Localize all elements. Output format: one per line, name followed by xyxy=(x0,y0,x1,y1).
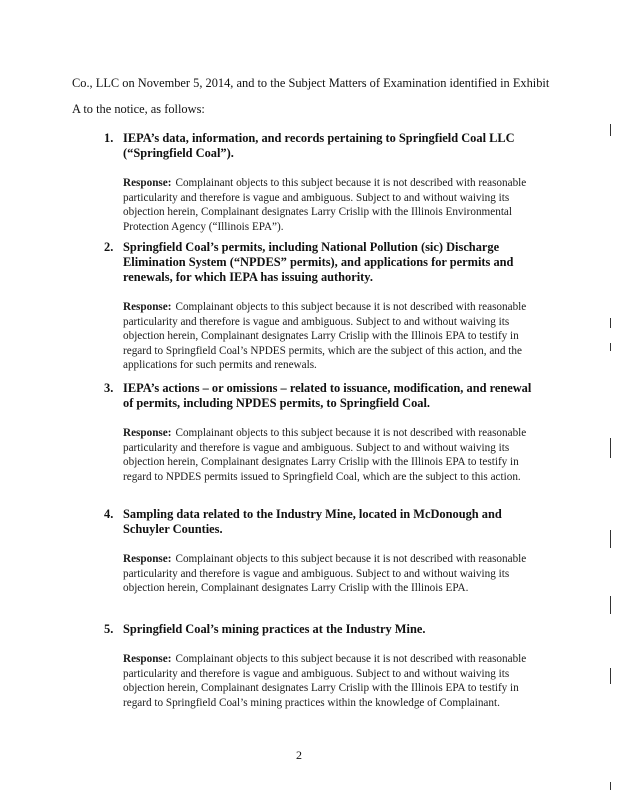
exhibit-item-2 xyxy=(104,240,532,373)
item-response xyxy=(123,300,532,373)
item-title: Springfield Coal’s permits, including National Pollution (sic) Discharge Elimination System (“NPDES” permits), and applications for permits and renewals, for which IEPA has issuing authority. xyxy=(123,240,514,284)
margin-mark xyxy=(610,668,611,684)
margin-mark xyxy=(610,343,611,351)
margin-mark xyxy=(610,438,611,458)
margin-mark xyxy=(610,530,611,548)
item-number: 2. xyxy=(104,240,114,254)
item-number: 5. xyxy=(104,622,114,636)
margin-mark xyxy=(610,782,611,790)
margin-mark xyxy=(610,124,611,136)
exhibit-item-4 xyxy=(104,507,532,596)
response-text: Complainant objects to this subject because it is not described with reasonable particularity and therefore is vague and ambiguous. Subject to and without waiving its objection herein, Complainant designates Larry Crislip with the Illinois EPA. xyxy=(123,553,527,595)
response-label: Response: xyxy=(123,301,172,313)
page-number: 2 xyxy=(296,748,302,762)
response-label: Response: xyxy=(123,177,172,189)
item-response xyxy=(123,426,532,484)
response-text: Complainant objects to this subject because it is not described with reasonable particularity and therefore is vague and ambiguous. Subject to and without waiving its objection herein, Complainant designates Larry Crislip with the Illinois Environmental Protection Agency (“Illinois EPA”). xyxy=(123,177,527,233)
margin-mark xyxy=(610,318,611,328)
margin-mark xyxy=(610,596,611,614)
response-label: Response: xyxy=(123,427,172,439)
response-text: Complainant objects to this subject because it is not described with reasonable particularity and therefore is vague and ambiguous. Subject to and without waiving its objection herein, Complainant designates Larry Crislip with the Illinois EPA to testify in regard to Springfield Coal’s mining practices within the knowledge of Complainant. xyxy=(123,653,527,709)
item-response xyxy=(123,552,532,596)
response-label: Response: xyxy=(123,553,172,565)
intro-line-1: Co., LLC on November 5, 2014, and to the Subject Matters of Examination identified in Exhibit xyxy=(72,76,550,90)
item-response xyxy=(123,652,532,710)
response-label: Response: xyxy=(123,653,172,665)
item-number: 3. xyxy=(104,381,114,395)
response-text: Complainant objects to this subject because it is not described with reasonable particularity and therefore is vague and ambiguous. Subject to and without waiving its objection herein, Complainant designates Larry Crislip with the Illinois EPA to testify in regard to NPDES permits issued to Springfield Coal, which are the subject to this action. xyxy=(123,427,527,483)
exhibit-item-5 xyxy=(104,622,532,710)
item-title: IEPA’s actions – or omissions – related to issuance, modification, and renewal of permits, including NPDES permits, to Springfield Coal. xyxy=(123,381,532,410)
item-title: IEPA’s data, information, and records pertaining to Springfield Coal LLC (“Springfield Coal”). xyxy=(123,131,515,160)
item-response xyxy=(123,176,532,234)
response-text: Complainant objects to this subject because it is not described with reasonable particularity and therefore is vague and ambiguous. Subject to and without waiving its objection herein, Complainant designates Larry Crislip with the Illinois EPA to testify in regard to Springfield Coal’s NPDES permits, which are the subject of this action, and the applications for such permits and renewals. xyxy=(123,301,527,372)
exhibit-item-1 xyxy=(104,131,532,234)
intro-line-2: A to the notice, as follows: xyxy=(72,102,205,116)
item-number: 4. xyxy=(104,507,114,521)
item-title: Sampling data related to the Industry Mine, located in McDonough and Schuyler Counties. xyxy=(123,507,502,536)
item-number: 1. xyxy=(104,131,114,145)
item-title: Springfield Coal’s mining practices at the Industry Mine. xyxy=(123,622,426,636)
exhibit-item-3 xyxy=(104,381,532,484)
